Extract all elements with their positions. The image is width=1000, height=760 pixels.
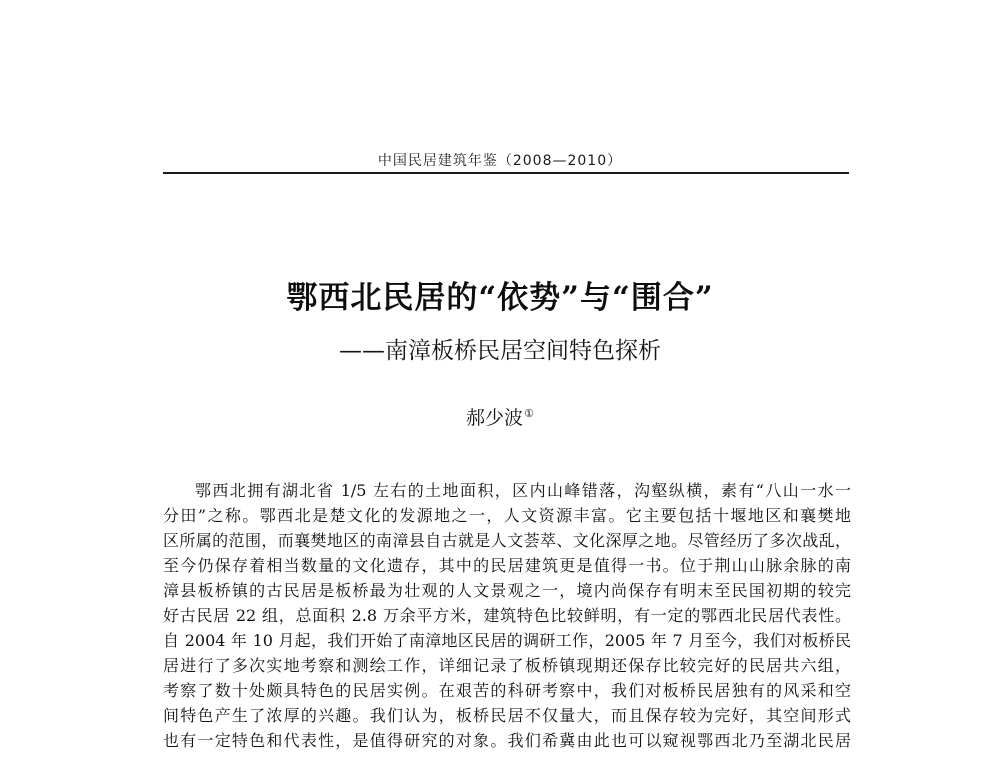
author-line xyxy=(0,403,1000,430)
article-subtitle: ——南漳板桥民居空间特色探析 xyxy=(339,338,661,364)
body-paragraph xyxy=(163,478,851,753)
header-rule xyxy=(163,172,849,174)
body-line: 考察了数十处颇具特色的民居实例。在艰苦的科研考察中，我们对板桥民居独有的风采和空 xyxy=(163,681,851,700)
article-title: 鄂西北民居的“依势”与“围合” xyxy=(286,280,714,316)
body-line: 至今仍保存着相当数量的文化遗存，其中的民居建筑更是值得一书。位于荆山山脉余脉的南 xyxy=(163,556,851,575)
body-line: 也有一定特色和代表性，是值得研究的对象。我们希冀由此也可以窥视鄂西北乃至湖北民居 xyxy=(163,731,851,750)
body-line: 居进行了多次实地考察和测绘工作，详细记录了板桥镇现期还保存比较完好的民居共六组， xyxy=(163,656,851,675)
author-footnote-marker: ① xyxy=(524,406,534,420)
body-line: 分田”之称。鄂西北是楚文化的发源地之一，人文资源丰富。它主要包括十堰地区和襄樊地 xyxy=(163,506,851,525)
running-header: 中国民居建筑年鉴（2008—2010） xyxy=(377,153,623,169)
author-name: 郝少波 xyxy=(466,407,524,429)
body-line: 好古民居 22 组，总面积 2.8 万余平方米，建筑特色比较鲜明，有一定的鄂西北民居代表性。 xyxy=(163,606,851,625)
body-line: 自 2004 年 10 月起，我们开始了南漳地区民居的调研工作，2005 年 7 月至今，我们对板桥民 xyxy=(163,631,851,650)
body-line: 间特色产生了浓厚的兴趣。我们认为，板桥民居不仅量大，而且保存较为完好，其空间形式 xyxy=(163,706,851,725)
body-line: 鄂西北拥有湖北省 1/5 左右的土地面积，区内山峰错落，沟壑纵横，素有“八山一水一 xyxy=(195,481,851,500)
body-line: 区所属的范围，而襄樊地区的南漳县自古就是人文荟萃、文化深厚之地。尽管经历了多次战乱， xyxy=(163,531,851,550)
body-line: 漳县板桥镇的古民居是板桥最为壮观的人文景观之一，境内尚保存有明末至民国初期的较完 xyxy=(163,581,851,600)
